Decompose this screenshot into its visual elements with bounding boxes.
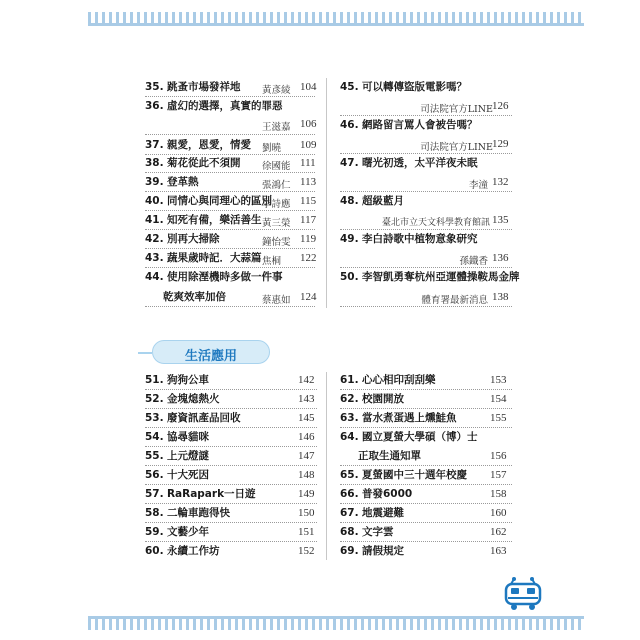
section-line (138, 352, 152, 354)
toc-author: 徐國能 (262, 161, 291, 172)
separator (340, 191, 512, 192)
toc-author: 體育署最新消息 (421, 295, 488, 306)
toc-author: 焦桐 (262, 256, 282, 267)
separator (145, 389, 317, 390)
column-divider (326, 372, 327, 560)
toc-entry[interactable]: 36. 虛幻的選擇，真實的罪惡 (145, 100, 283, 112)
toc-page: 111 (300, 157, 316, 169)
toc-author: 蔡惠如 (262, 295, 291, 306)
separator (145, 191, 315, 192)
separator (145, 484, 317, 485)
toc-page: 148 (298, 469, 315, 481)
separator (340, 522, 512, 523)
section-header (152, 340, 270, 364)
toc-entry[interactable]: 66. 普發6000 (340, 488, 413, 500)
separator (340, 408, 512, 409)
bottom-decorative-border (88, 616, 584, 630)
toc-entry[interactable]: 41. 知死有備，樂活善生 (145, 214, 262, 226)
toc-entry[interactable]: 52. 金塊熄熱火 (145, 393, 220, 405)
toc-page: 115 (300, 195, 317, 207)
toc-entry[interactable]: 48. 超級藍月 (340, 195, 404, 207)
toc-page: 163 (490, 545, 507, 557)
toc-page: 146 (298, 431, 315, 443)
toc-page: 153 (490, 374, 507, 386)
toc-page: 150 (298, 507, 315, 519)
section-title: 生活應用 (184, 348, 237, 363)
toc-entry[interactable]: 60. 永續工作坊 (145, 545, 220, 557)
separator (145, 541, 317, 542)
toc-entry[interactable]: 35. 跳蚤市場發祥地 (145, 81, 241, 93)
separator (145, 306, 315, 307)
toc-page: 109 (300, 139, 317, 151)
toc-entry[interactable]: 37. 親愛，恩愛，情愛 (145, 139, 251, 151)
toc-entry[interactable]: 56. 十大死因 (145, 469, 209, 481)
toc-entry[interactable]: 46. 網路留言罵人會被告嗎？ (340, 119, 478, 131)
separator (145, 522, 317, 523)
toc-entry[interactable]: 40. 同情心與同理心的區別 (145, 195, 272, 207)
toc-entry[interactable]: 58. 二輪車跑得快 (145, 507, 230, 519)
separator (340, 267, 512, 268)
toc-author: 張鴻仁 (262, 180, 291, 191)
toc-entry-continued: 正取生通知單 (358, 450, 421, 462)
toc-entry[interactable]: 45. 可以轉傳盜版電影嗎？ (340, 81, 467, 93)
separator (145, 172, 315, 173)
separator (340, 389, 512, 390)
toc-page: 142 (298, 374, 315, 386)
toc-entry[interactable]: 44. 使用除溼機時多做一件事 (145, 271, 283, 283)
toc-page: 162 (490, 526, 507, 538)
toc-entry-continued: 乾爽效率加倍 (163, 291, 226, 303)
toc-page: 119 (300, 233, 317, 245)
toc-page: 157 (490, 469, 507, 481)
toc-page: 106 (300, 118, 317, 130)
toc-entry[interactable]: 42. 別再大掃除 (145, 233, 220, 245)
separator (145, 446, 317, 447)
toc-entry[interactable]: 50. 李智凱勇奪杭州亞運體操鞍馬金牌 (340, 271, 520, 283)
toc-entry[interactable]: 62. 校園開放 (340, 393, 404, 405)
separator (340, 153, 512, 154)
toc-page: 152 (298, 545, 315, 557)
toc-entry[interactable]: 59. 文藝少年 (145, 526, 209, 538)
toc-author: 司法院官方LINE (420, 104, 493, 115)
toc-entry[interactable]: 54. 協尋貓咪 (145, 431, 209, 443)
toc-author: 臺北市立天文科學教育館訊 (381, 218, 490, 228)
separator (340, 541, 512, 542)
toc-author: 黃彥綾 (262, 85, 291, 96)
separator (145, 248, 315, 249)
toc-entry[interactable]: 65. 夏螢國中三十週年校慶 (340, 469, 467, 481)
toc-entry[interactable]: 68. 文字雲 (340, 526, 394, 538)
toc-entry[interactable]: 53. 廢資訊產品回收 (145, 412, 241, 424)
separator (145, 229, 315, 230)
separator (340, 484, 512, 485)
separator (145, 503, 317, 504)
robot-train-icon (502, 576, 544, 612)
column-divider (326, 78, 327, 308)
separator (145, 408, 317, 409)
separator (145, 134, 315, 135)
toc-page: 147 (298, 450, 315, 462)
toc-author: 鐘怡雯 (262, 237, 291, 248)
toc-page: 160 (490, 507, 507, 519)
toc-author: 司法院官方LINE (420, 142, 493, 153)
toc-entry[interactable]: 64. 國立夏螢大學碩（博）士 (340, 431, 478, 443)
separator (145, 427, 317, 428)
toc-entry[interactable]: 47. 曙光初透，太平洋夜未眠 (340, 157, 478, 169)
toc-page: 145 (298, 412, 315, 424)
toc-page: 126 (492, 100, 509, 112)
toc-page: 124 (300, 291, 317, 303)
separator (340, 306, 512, 307)
toc-page: 132 (492, 176, 509, 188)
toc-page: 104 (300, 81, 317, 93)
separator (340, 427, 512, 428)
toc-page: 122 (300, 252, 317, 264)
top-decorative-border (88, 12, 584, 26)
separator (340, 465, 512, 466)
toc-author: 李潼 (468, 180, 488, 191)
toc-author: 劉曉 (262, 143, 282, 154)
separator (340, 503, 512, 504)
toc-author: 孫鐵香 (459, 256, 488, 267)
separator (340, 229, 512, 230)
separator (145, 154, 315, 155)
toc-page: 156 (490, 450, 507, 462)
toc-page: 154 (490, 393, 507, 405)
toc-page: 138 (492, 291, 509, 303)
toc-page: 151 (298, 526, 315, 538)
toc-entry[interactable]: 39. 登革熱 (145, 176, 199, 188)
toc-author: 王滋嘉 (262, 122, 291, 133)
separator (145, 465, 317, 466)
toc-entry[interactable]: 49. 李白詩歌中植物意象研究 (340, 233, 478, 245)
toc-page: 149 (298, 488, 315, 500)
toc-author: 李詩應 (262, 199, 291, 210)
toc-entry[interactable]: 43. 蔬果歲時記．大蒜篇 (145, 252, 262, 264)
toc-author: 黃三榮 (262, 218, 291, 229)
toc-page: 129 (492, 138, 509, 150)
toc-entry[interactable]: 55. 上元燈謎 (145, 450, 209, 462)
toc-entry[interactable]: 57. RaRapark一日遊 (145, 488, 256, 500)
toc-page: 155 (490, 412, 507, 424)
toc-entry[interactable]: 69. 請假規定 (340, 545, 404, 557)
toc-entry[interactable]: 67. 地震避難 (340, 507, 404, 519)
separator (145, 267, 315, 268)
toc-entry[interactable]: 51. 狗狗公車 (145, 374, 209, 386)
separator (145, 96, 315, 97)
toc-page: 117 (300, 214, 317, 226)
toc-entry[interactable]: 61. 心心相印刮刮樂 (340, 374, 436, 386)
toc-entry[interactable]: 38. 菊花從此不須開 (145, 157, 241, 169)
separator (340, 115, 512, 116)
separator (145, 210, 315, 211)
toc-entry[interactable]: 63. 當水煮蛋遇上燻鮭魚 (340, 412, 457, 424)
toc-page: 136 (492, 252, 509, 264)
toc-page: 158 (490, 488, 507, 500)
toc-page: 135 (492, 214, 509, 226)
toc-page: 113 (300, 176, 317, 188)
toc-page: 143 (298, 393, 315, 405)
